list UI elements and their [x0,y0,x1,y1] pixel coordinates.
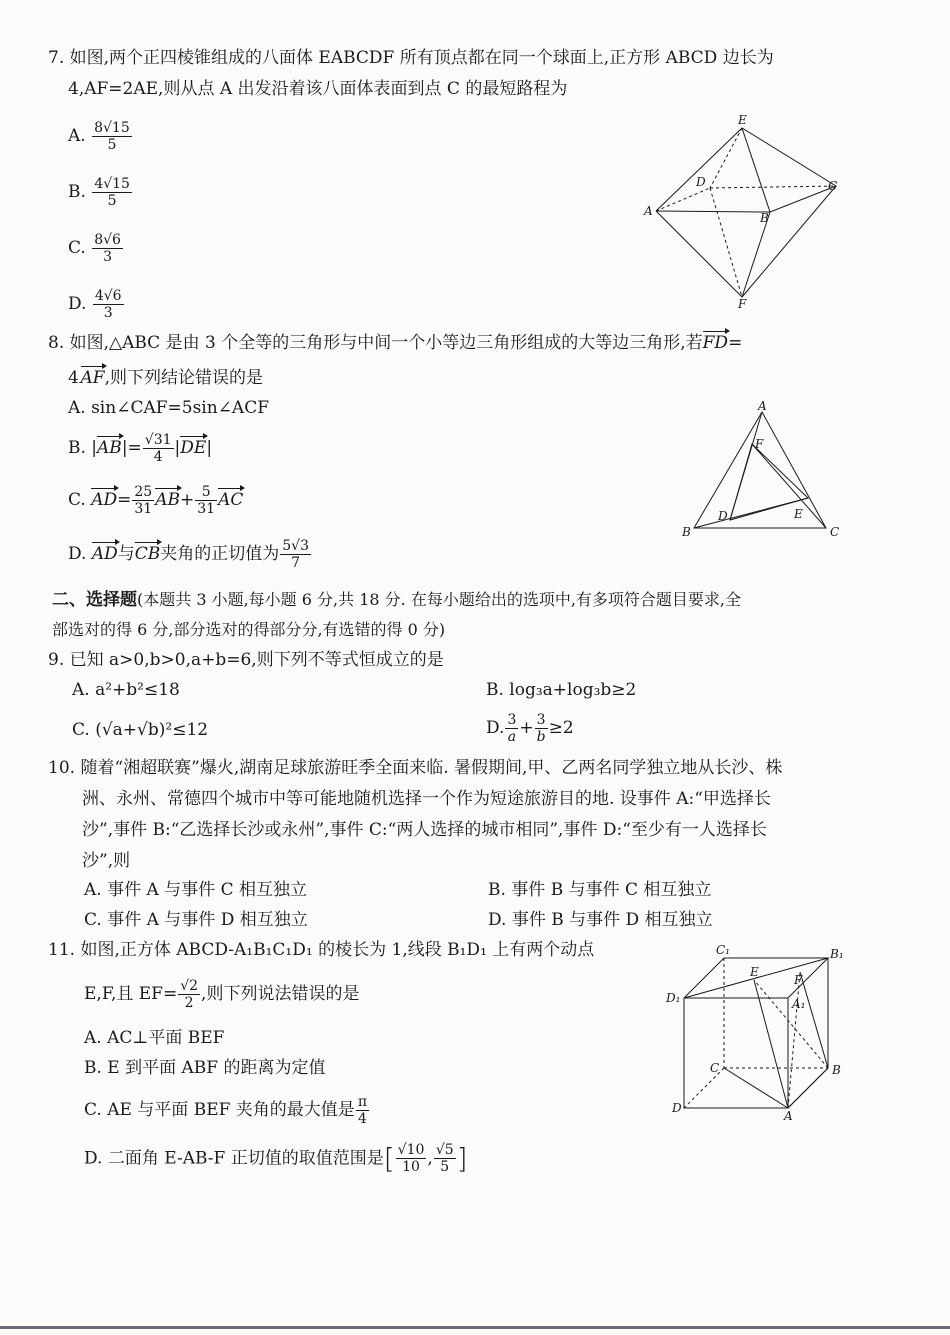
vertex-label-b: B [832,1063,841,1077]
point-label-e: E [750,965,759,979]
q7-option-a[interactable] [68,120,133,153]
q9-option-a[interactable]: A. a²+b²≤18 [72,680,180,700]
section-2-header: 二、选择题(本题共 3 小题,每小题 6 分,共 18 分. 在每小题给出的选项中,有多项符合题目要求,全 [52,590,741,610]
q8-option-c[interactable]: C. AD= $\frac{25}{31}$ AB+ $\frac{5}{31}$ AC [68,484,244,518]
vertex-label-e: E [794,507,803,521]
vertex-label-d: D [696,175,706,189]
q11-stem-line1: 11. 如图,正方体 ABCD-A₁B₁C₁D₁ 的棱长为 1,线段 B₁D₁ 上有两个动点 [48,940,595,960]
fraction: $\frac{25}{31}$ [134,484,153,518]
fraction: $\frac{4√6}{3}$ [94,288,122,322]
vector-af: AF [80,368,105,388]
q8-option-d[interactable]: D. AD与CB夹角的正切值为 $\frac{5√3}{7}$ [68,538,310,572]
vertex-label-a: A [784,1109,793,1123]
option-label: D. [68,294,87,315]
fraction: $\frac{\pi}{4}$ [357,1094,368,1128]
q10-option-b[interactable]: B. 事件 B 与事件 C 相互独立 [488,880,712,900]
option-label: A. [68,126,86,147]
vertex-label-d: D [672,1101,682,1115]
vertex-label-a1: A₁ [792,997,806,1011]
q7-stem-line2: 4,AF=2AE,则从点 A 出发沿着该八面体表面到点 C 的最短路程为 [68,79,568,99]
fraction: $\frac{3}{b}$ [536,712,546,746]
q10-stem-line1: 10. 随着“湘超联赛”爆火,湖南足球旅游旺季全面来临. 暑假期间,甲、乙两名同学独立地从长沙、株 [48,758,783,778]
q10-stem-line2: 洲、永州、常德四个城市中等可能地随机选择一个作为短途旅游目的地. 设事件 A:“甲选择长 [82,789,771,809]
octahedron-figure [640,112,850,312]
fraction: $\frac{√10}{10}$ [397,1142,425,1176]
vertex-label-f: F [738,297,747,311]
q11-option-a[interactable]: A. AC⊥平面 BEF [84,1028,225,1048]
q8-option-a[interactable]: A. sin∠CAF=5sin∠ACF [68,398,270,418]
q9-option-b[interactable]: B. log₃a+log₃b≥2 [486,680,637,700]
vertex-label-d1: D₁ [666,991,681,1005]
q10-stem-line4: 沙”,则 [82,851,131,871]
vertex-label-a: A [644,204,653,218]
triangle-figure [680,400,850,545]
vertex-label-c1: C₁ [716,943,730,957]
vertex-label-b: B [682,525,691,539]
q10-option-a[interactable]: A. 事件 A 与事件 C 相互独立 [84,880,307,900]
q7-option-d[interactable] [68,288,125,321]
fraction: $\frac{5√3}{7}$ [282,538,310,572]
page-bottom-rule [0,1326,950,1329]
q9-stem: 9. 已知 a>0,b>0,a+b=6,则下列不等式恒成立的是 [48,650,444,670]
cube-figure [660,944,860,1124]
vertex-label-b1: B₁ [830,947,844,961]
q9-option-d[interactable]: D. $\frac{3}{a}$ + $\frac{3}{b}$ ≥2 [486,712,574,746]
q9-option-c[interactable]: C. (√a+√b)²≤12 [72,720,209,740]
q11-stem-line2: E,F,且 EF= $\frac{√2}{2}$ ,则下列说法错误的是 [84,978,360,1012]
fraction: $\frac{8√6}{3}$ [94,232,121,266]
section-title: 二、选择题 [52,590,137,610]
option-label: C. [68,238,86,259]
point-label-f: F [794,973,803,987]
q10-stem-line3: 沙”,事件 B:“乙选择长沙或永州”,事件 C:“两人选择的城市相同”,事件 D:“至少有一人选择长 [82,820,767,840]
fraction: $\frac{5}{31}$ [197,484,216,518]
q8-stem-line2: 4 AF,则下列结论错误的是 [68,368,264,388]
vertex-label-e: E [738,113,747,127]
vertex-label-c: C [710,1061,720,1075]
q7-stem-line1: 7. 如图,两个正四棱锥组成的八面体 EABCDF 所有顶点都在同一个球面上,正方形 ABCD 边长为 [48,48,774,68]
q10-option-d[interactable]: D. 事件 B 与事件 D 相互独立 [488,910,713,930]
q8-stem-line1: 8. 如图,△ABC 是由 3 个全等的三角形与中间一个小等边三角形组成的大等边三角形,若FD= [48,333,743,353]
vertex-label-a: A [758,399,767,413]
fraction: $\frac{√5}{5}$ [435,1142,454,1176]
q7-option-b[interactable] [68,176,133,209]
fraction: $\frac{3}{a}$ [507,712,517,746]
q11-option-c[interactable]: C. AE 与平面 BEF 夹角的最大值是 $\frac{\pi}{4}$ [84,1094,368,1128]
vector-fd: FD [702,333,729,353]
fraction: $\frac{√2}{2}$ [180,978,199,1012]
option-label: B. [68,182,86,203]
vertex-label-c: C [828,179,838,193]
q11-option-d[interactable]: D. 二面角 E-AB-F 正切值的取值范围是[ $\frac{√10}{10}$ , $\frac{√5}{5}$ ] [84,1142,468,1176]
section-2-note: 部选对的得 6 分,部分选对的得部分分,有选错的得 0 分) [52,620,446,639]
vertex-label-c: C [830,525,840,539]
fraction: $\frac{√31}{4}$ [144,432,172,466]
vertex-label-b: B [760,211,769,225]
q11-option-b[interactable]: B. E 到平面 ABF 的距离为定值 [84,1058,326,1078]
vertex-label-f: F [755,437,764,451]
q7-option-c[interactable] [68,232,124,265]
q8-option-b[interactable]: B. |AB|= $\frac{√31}{4}$ |DE| [68,432,213,466]
fraction: $\frac{4√15}{5}$ [94,176,130,210]
vertex-label-d: D [718,509,728,523]
fraction: $\frac{8√15}{5}$ [94,120,130,154]
q10-option-c[interactable]: C. 事件 A 与事件 D 相互独立 [84,910,308,930]
